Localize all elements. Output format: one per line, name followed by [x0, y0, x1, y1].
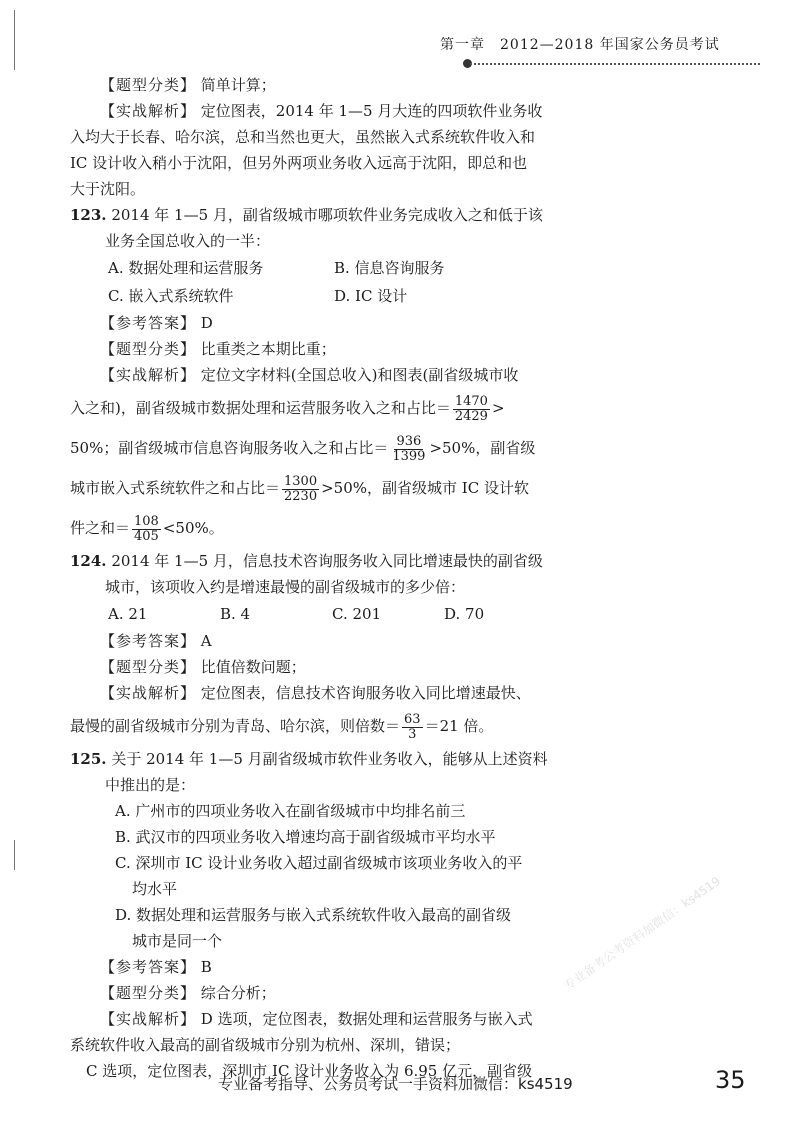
analysis-text: D 选项，定位图表，数据处理和运营服务与嵌入式: [200, 1010, 533, 1028]
analysis-tag: 【实战解析】: [100, 1010, 197, 1028]
option-c-cont: 均水平: [132, 880, 178, 898]
type-tag: 【题型分类】: [100, 76, 197, 94]
options-row: [70, 254, 560, 282]
analysis-row: [70, 362, 560, 388]
analysis-text: 系统软件收入最高的副省级城市分别为杭州、深圳，错误；: [70, 1036, 461, 1054]
analysis-text: ＝21 倍。: [424, 717, 494, 735]
page-number: 35: [715, 1066, 746, 1094]
stem-text: 业务全国总收入的一半：: [105, 232, 271, 250]
stem-text: 关于 2014 年 1—5 月副省级城市软件业务收入，能够从上述资料: [111, 750, 548, 768]
denominator: 2429: [454, 408, 488, 424]
analysis-tag: 【实战解析】: [100, 102, 197, 120]
numerator: 108: [134, 513, 159, 529]
watermark: 专业备考公考资料加微信：ks4519: [561, 873, 723, 994]
margin-mark: [14, 840, 15, 870]
type-text: 简单计算；: [200, 76, 276, 94]
analysis-text: C 选项，定位图表，深圳市 IC 设计业务收入为 6.95 亿元，副省级: [86, 1062, 533, 1080]
fraction: [132, 515, 161, 544]
answer-row: [70, 628, 560, 654]
answer-row: [70, 310, 560, 336]
type-row: [70, 654, 560, 680]
question-number: 124.: [70, 552, 107, 570]
answer-value: B: [200, 958, 212, 976]
numerator: 1300: [284, 473, 318, 489]
option-c: C. 深圳市 IC 设计业务收入超过副省级城市该项业务收入的平: [115, 854, 523, 872]
fraction: [453, 395, 490, 424]
type-tag: 【题型分类】: [100, 340, 197, 358]
question-number: 125.: [70, 750, 107, 768]
option-a: A. 21: [108, 605, 148, 623]
question-stem: [70, 548, 560, 574]
analysis-text: >50%，副省级: [429, 439, 536, 457]
analysis-formula-line: [70, 468, 560, 508]
analysis-text: 件之和＝: [70, 519, 131, 537]
type-row: [70, 336, 560, 362]
stem-text: 城市，该项收入约是增速最慢的副省级城市的多少倍：: [105, 578, 466, 596]
fraction: [282, 475, 319, 504]
type-text: 综合分析；: [200, 984, 276, 1002]
option-b: B. 信息咨询服务: [334, 259, 445, 277]
analysis-row: [70, 98, 560, 124]
stem-text: 中推出的是：: [105, 776, 196, 794]
margin-mark: [14, 10, 15, 70]
denominator: 1399: [392, 448, 426, 464]
analysis-text: 入之和)，副省级城市数据处理和运营服务收入之和占比＝: [70, 399, 451, 417]
analysis-text: 入均大于长春、哈尔滨，总和当然也更大，虽然嵌入式系统软件收入和: [70, 128, 536, 146]
answer-tag: 【参考答案】: [100, 958, 197, 976]
analysis-text: 50%；副省级城市信息咨询服务收入之和占比＝: [70, 439, 389, 457]
option-d-cont: 城市是同一个: [132, 932, 223, 950]
option-d: D. 数据处理和运营服务与嵌入式系统软件收入最高的副省级: [115, 906, 512, 924]
stem-text: 2014 年 1—5 月，副省级城市哪项软件业务完成收入之和低于该: [111, 206, 543, 224]
running-header: 第一章 2012—2018 年国家公务员考试: [440, 37, 720, 53]
analysis-row: [70, 1006, 560, 1032]
option-a: A. 数据处理和运营服务: [108, 259, 264, 277]
numerator: 63: [404, 711, 421, 727]
option-d: D. 70: [444, 605, 485, 623]
analysis-row: [70, 680, 560, 706]
answer-row: [70, 954, 560, 980]
denominator: 2230: [284, 488, 318, 504]
answer-tag: 【参考答案】: [100, 632, 197, 650]
analysis-text: 定位图表，信息技术咨询服务收入同比增速最快、: [200, 684, 531, 702]
question-stem: [70, 202, 560, 228]
analysis-text: 大于沈阳。: [70, 180, 146, 198]
analysis-formula-line: [70, 706, 560, 746]
analysis-text: 最慢的副省级城市分别为青岛、哈尔滨，则倍数＝: [70, 717, 401, 735]
denominator: 3: [408, 726, 417, 742]
analysis-formula-line: [70, 508, 560, 548]
type-row: [70, 980, 560, 1006]
footer-text: 专业备考指导、公务员考试一手资料加微信：ks4519: [218, 1075, 573, 1093]
fraction: [390, 435, 427, 464]
analysis-tag: 【实战解析】: [100, 684, 197, 702]
denominator: 405: [134, 528, 159, 544]
answer-value: D: [200, 314, 213, 332]
analysis-text: 城市嵌入式系统软件之和占比＝: [70, 479, 281, 497]
options-row: [70, 600, 560, 628]
numerator: 1470: [454, 393, 488, 409]
option-a: A. 广州市的四项业务收入在副省级城市中均排名前三: [115, 802, 466, 820]
header-rule: [470, 63, 760, 65]
option-b: B. 武汉市的四项业务收入增速均高于副省级城市平均水平: [115, 828, 496, 846]
type-tag: 【题型分类】: [100, 658, 197, 676]
analysis-text: 定位文字材料(全国总收入)和图表(副省级城市收: [200, 366, 519, 384]
answer-value: A: [200, 632, 212, 650]
option-c: C. 嵌入式系统软件: [108, 287, 234, 305]
options-row: [70, 282, 560, 310]
fraction: [402, 713, 423, 742]
question-stem: [70, 746, 560, 772]
analysis-text: 定位图表，2014 年 1—5 月大连的四项软件业务收: [200, 102, 543, 120]
option-d: D. IC 设计: [334, 287, 408, 305]
type-row: [70, 72, 560, 98]
option-b: B. 4: [220, 605, 251, 623]
analysis-formula-line: [70, 388, 560, 428]
analysis-formula-line: [70, 428, 560, 468]
type-tag: 【题型分类】: [100, 984, 197, 1002]
stem-text: 2014 年 1—5 月，信息技术咨询服务收入同比增速最快的副省级: [111, 552, 543, 570]
page-body: [70, 72, 560, 1084]
question-number: 123.: [70, 206, 107, 224]
type-text: 比重类之本期比重；: [200, 340, 336, 358]
answer-tag: 【参考答案】: [100, 314, 197, 332]
analysis-text: IC 设计收入稍小于沈阳，但另外两项业务收入远高于沈阳，即总和也: [70, 154, 528, 172]
type-text: 比值倍数问题；: [200, 658, 306, 676]
analysis-text: <50%。: [162, 519, 224, 537]
numerator: 936: [396, 433, 422, 449]
analysis-text: >50%，副省级城市 IC 设计软: [321, 479, 529, 497]
option-c: C. 201: [332, 605, 382, 623]
analysis-tag: 【实战解析】: [100, 366, 197, 384]
analysis-text: >: [491, 399, 505, 417]
